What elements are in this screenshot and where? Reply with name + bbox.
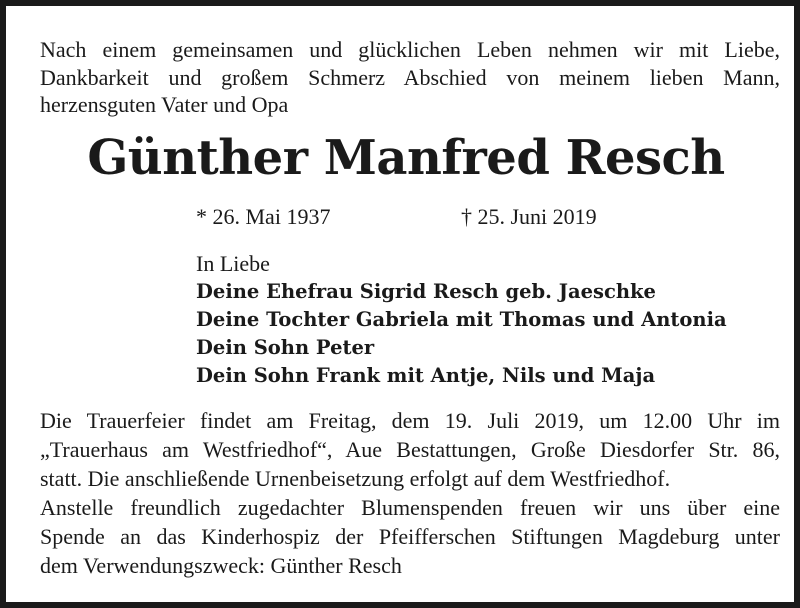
funeral-details <box>40 406 780 580</box>
deceased-name: Günther Manfred Resch <box>87 130 725 186</box>
funeral-details-line: „Trauerhaus am Westfriedhof“, Aue Bestattungen, Große Diesdorfer Str. 86, <box>40 437 780 462</box>
mourner-line: Dein Sohn Peter <box>196 336 375 359</box>
funeral-details-line: Die Trauerfeier findet am Freitag, dem 19. Juli 2019, um 12.00 Uhr im <box>40 408 780 433</box>
mourners-lead: In Liebe <box>196 251 270 276</box>
mourner-line: Deine Ehefrau Sigrid Resch geb. Jaeschke <box>196 280 656 303</box>
birth-date: * 26. Mai 1937 <box>196 204 331 229</box>
intro-paragraph: Nach einem gemeinsamen und glücklichen Leben nehmen wir mit Liebe, Dankbarkeit und großem Schmerz Abschied von meinem lieben Mann, herzensguten Vater und Opa <box>40 37 780 117</box>
funeral-details-line: Anstelle freundlich zugedachter Blumenspenden freuen wir uns über eine <box>40 495 780 520</box>
mourner-line: Deine Tochter Gabriela mit Thomas und Antonia <box>196 308 727 331</box>
death-date: † 25. Juni 2019 <box>461 204 597 229</box>
funeral-details-line: dem Verwendungszweck: Günther Resch <box>40 553 402 578</box>
mourner-line: Dein Sohn Frank mit Antje, Nils und Maja <box>196 364 656 387</box>
funeral-details-line: Spende an das Kinderhospiz der Pfeifferschen Stiftungen Magdeburg unter <box>40 524 780 549</box>
funeral-details-line: statt. Die anschließende Urnenbeisetzung erfolgt auf dem Westfriedhof. <box>40 466 671 491</box>
mourners-block <box>196 250 727 390</box>
